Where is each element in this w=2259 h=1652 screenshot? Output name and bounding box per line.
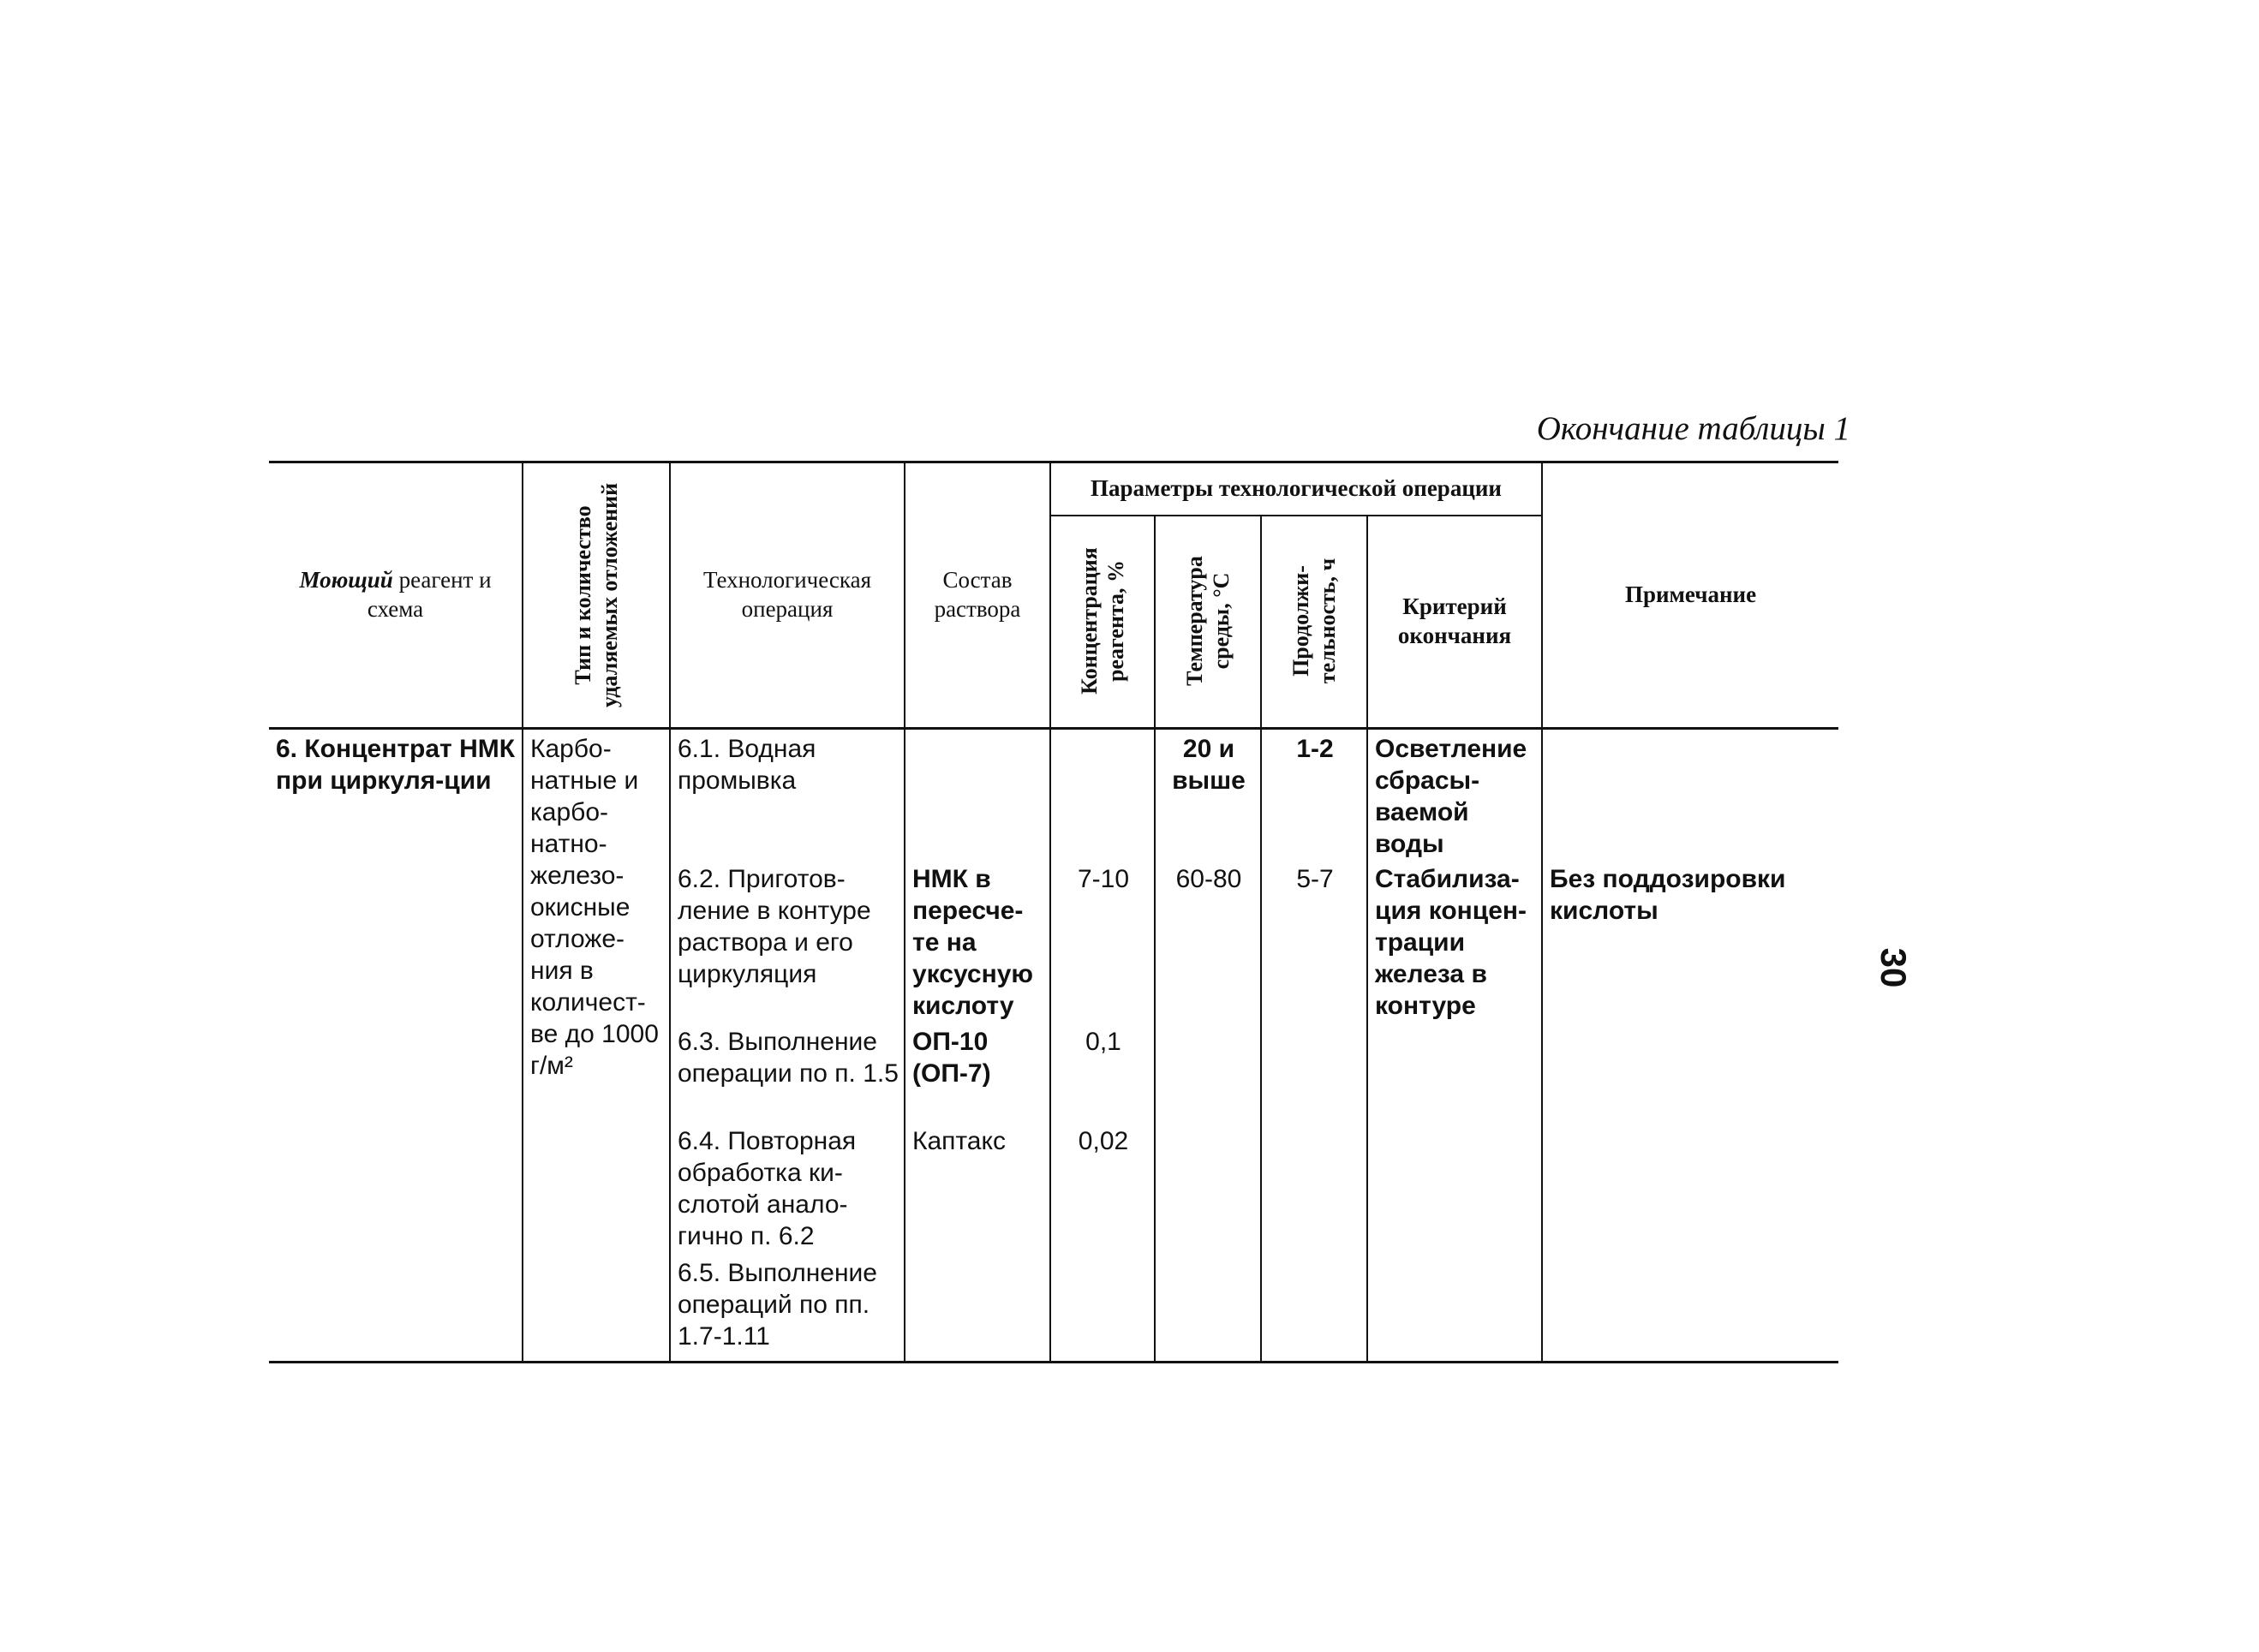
temp-6-2: 60-80: [1175, 865, 1242, 893]
dur-6-2: 5-7: [1296, 865, 1334, 893]
table-caption: Окончание таблицы 1: [1536, 410, 1850, 447]
header-composition: Состав раствора: [905, 462, 1050, 729]
header-duration: [1261, 516, 1367, 729]
crit-6-2: Стабилиза-ция концен-трации железа в контуре: [1375, 865, 1527, 1020]
header-concentration: [1050, 516, 1155, 729]
header-params-group: Параметры технологической операции: [1050, 462, 1542, 516]
conc-6-5: [1051, 1254, 1154, 1353]
header-concentration-text: Концентрация реагента, %: [1076, 546, 1128, 695]
operation-column: [670, 729, 905, 1363]
header-reagent-italic: Моющий: [299, 567, 393, 593]
wash-table: [269, 461, 1838, 1363]
criterion-column: [1367, 729, 1542, 1363]
header-note: Примечание: [1542, 462, 1838, 729]
page-number: 30: [1874, 947, 1914, 988]
header-reagent: [269, 462, 523, 729]
deposits-text: Карбо-натные и карбо-натно-железо-окисные отложе-ния в количест-ве до 1000 г/м²: [530, 735, 659, 1080]
comp-6-5: [905, 1254, 1049, 1353]
header-reagent-rest: реагент и схема: [367, 567, 492, 622]
op-6-1: 6.1. Водная промывка: [678, 735, 816, 795]
op-6-5: 6.5. Выполнение операций по пп. 1.7-1.11: [678, 1259, 877, 1351]
comp-6-2: НМК в пересче-те на уксусную кислоту: [912, 865, 1034, 1020]
conc-6-3: 0,1: [1085, 1028, 1121, 1056]
note-column: [1542, 729, 1838, 1363]
header-deposit-type: [523, 462, 670, 729]
crit-6-1: Осветление сбрасы-ваемой воды: [1375, 735, 1527, 858]
op-6-3: 6.3. Выполнение операции по п. 1.5: [678, 1028, 899, 1088]
note-6-2: Без поддозировки кислоты: [1550, 865, 1786, 925]
concentration-column: [1050, 729, 1155, 1363]
comp-6-4: Каптакс: [912, 1127, 1006, 1155]
temperature-column: [1155, 729, 1261, 1363]
conc-6-4: 0,02: [1078, 1127, 1129, 1155]
header-temperature: [1155, 516, 1261, 729]
conc-6-2: 7-10: [1077, 865, 1130, 893]
header-deposit-type-text: Тип и количество удаляемых отложений: [570, 482, 622, 708]
op-6-2: 6.2. Приготов-ление в контуре раствора и его циркуляция: [678, 865, 871, 988]
composition-column: [905, 729, 1050, 1363]
reagent-cell: 6. Концентрат НМК при циркуля-ции: [269, 729, 523, 1363]
comp-6-3: ОП-10 (ОП-7): [912, 1028, 991, 1088]
header-criterion: Критерий окончания: [1367, 516, 1542, 729]
conc-6-1: [1051, 730, 1154, 860]
header-operation: Технологическая операция: [670, 462, 905, 729]
temp-6-1: 20 и выше: [1172, 735, 1246, 795]
header-duration-text: Продолжи-тельность, ч: [1288, 558, 1340, 683]
deposits-cell: [523, 729, 670, 1363]
dur-6-1: 1-2: [1296, 735, 1334, 763]
comp-6-1: [905, 730, 1049, 860]
op-6-4: 6.4. Повторная обработка ки-слотой анало-гично п. 6.2: [678, 1127, 857, 1250]
note-6-1: [1543, 730, 1838, 860]
header-temperature-text: Температура среды, °С: [1181, 555, 1234, 686]
duration-column: [1261, 729, 1367, 1363]
